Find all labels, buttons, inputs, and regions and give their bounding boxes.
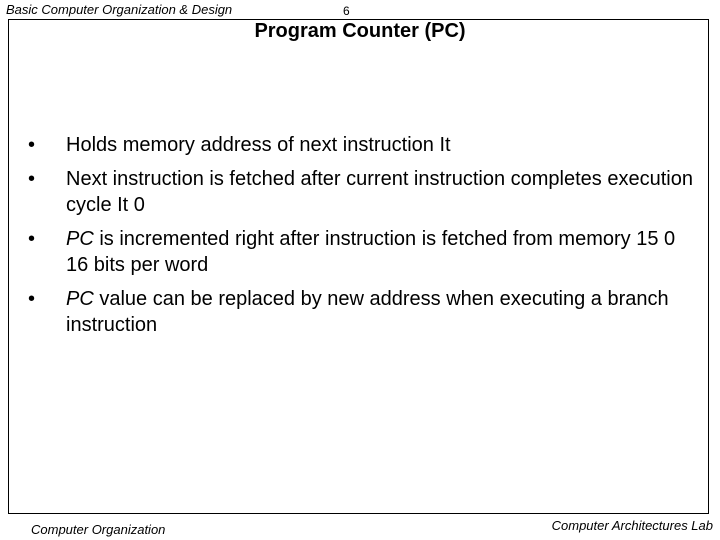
bullet-glyph: • xyxy=(28,168,36,190)
bullet-emphasis: PC xyxy=(66,228,94,250)
bullet-glyph: • xyxy=(28,288,36,310)
bullet-item xyxy=(28,166,698,218)
bullet-glyph: • xyxy=(28,134,36,156)
bullet-text: is incremented right after instruction is fetched from memory 15 0 16 bits per word xyxy=(66,228,676,276)
bullet-glyph: • xyxy=(28,228,36,250)
bullet-item xyxy=(28,286,698,338)
bullet-item xyxy=(28,132,698,158)
bullet-text: Next instruction is fetched after current instruction completes execution cycle It 0 xyxy=(66,168,693,216)
course-title: Basic Computer Organization & Design xyxy=(6,2,233,17)
footer-left-label: Computer Organization xyxy=(31,522,166,537)
bullet-list xyxy=(28,132,698,346)
bullet-text: value can be replaced by new address when executing a branch instruction xyxy=(66,288,669,336)
bullet-emphasis: PC xyxy=(66,288,94,310)
bullet-text: Holds memory address of next instruction It xyxy=(66,134,451,156)
slide-title: Program Counter (PC) xyxy=(254,20,466,42)
footer-right-label: Computer Architectures Lab xyxy=(551,518,713,533)
bullet-item xyxy=(28,226,698,278)
page-number: 6 xyxy=(343,4,350,18)
